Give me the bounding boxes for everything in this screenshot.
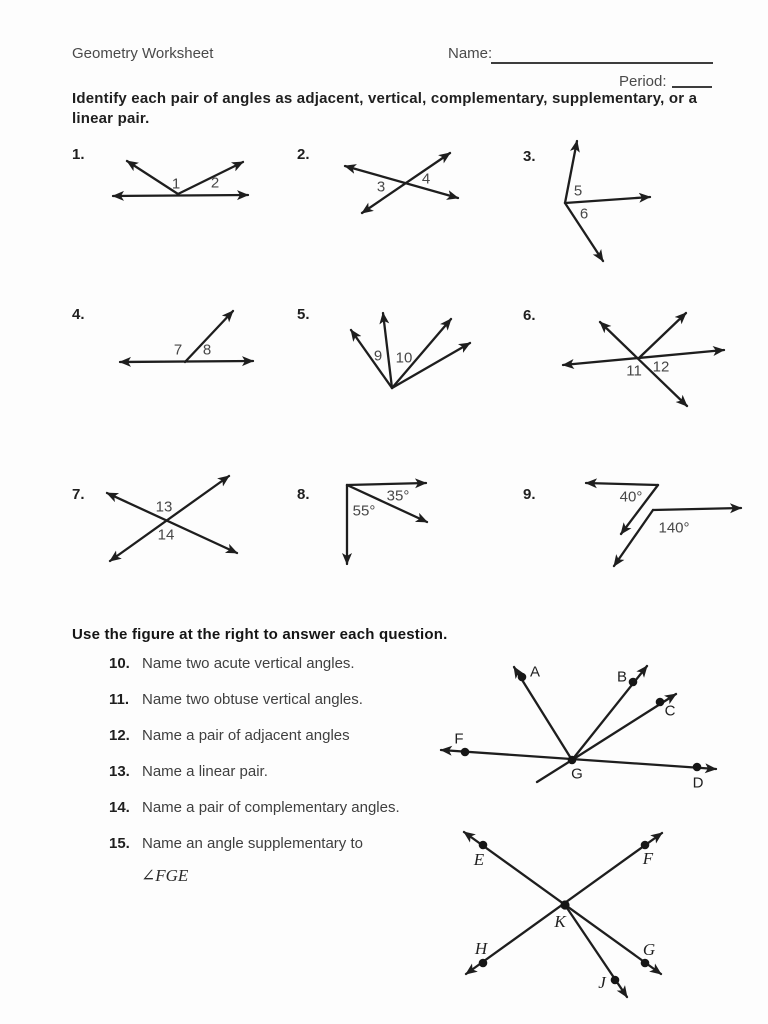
- instructions-line1: Identify each pair of angles as adjacent, vertical, complementary, supplementary, or a: [72, 90, 698, 107]
- angle-label-35deg: 35°: [386, 487, 410, 505]
- name-label: Name:: [448, 45, 493, 62]
- question-13-text: Name a linear pair.: [142, 763, 268, 780]
- figure-3-diagram: [565, 141, 650, 261]
- period-blank-line: [672, 73, 712, 88]
- point-label-c: C: [664, 702, 676, 720]
- problem-4-number: 4.: [72, 306, 85, 323]
- question-12-text: Name a pair of adjacent angles: [142, 727, 350, 744]
- angle-label-4: 4: [421, 170, 431, 188]
- angle-label-55deg: 55°: [352, 502, 376, 520]
- question-12-number: 12.: [109, 727, 130, 744]
- problem-7-number: 7.: [72, 486, 85, 503]
- problem-9-number: 9.: [523, 486, 536, 503]
- period-label: Period:: [619, 73, 667, 90]
- angle-label-5: 5: [573, 182, 583, 200]
- angle-label-40deg: 40°: [619, 488, 643, 506]
- instructions-line2: linear pair.: [72, 110, 150, 127]
- question-10-number: 10.: [109, 655, 130, 672]
- angle-label-12: 12: [652, 358, 670, 376]
- figure-6-diagram: [563, 313, 724, 406]
- point-label-h2: H: [474, 939, 488, 958]
- point-label-k2: K: [554, 912, 566, 931]
- angle-label-8: 8: [202, 341, 212, 359]
- angle-label-14: 14: [157, 526, 175, 544]
- point-label-g: G: [571, 765, 583, 783]
- point-label-j2: J: [598, 973, 606, 992]
- problem-5-number: 5.: [297, 306, 310, 323]
- angle-label-2: 2: [210, 174, 220, 192]
- figure-4-diagram: [120, 311, 253, 362]
- worksheet-title: Geometry Worksheet: [72, 45, 214, 62]
- problem-3-number: 3.: [523, 148, 536, 165]
- point-label-e2: E: [473, 850, 485, 869]
- question-10-text: Name two acute vertical angles.: [142, 655, 355, 672]
- figure-7-diagram: [107, 476, 237, 561]
- question-14-text: Name a pair of complementary angles.: [142, 799, 400, 816]
- angle-label-3: 3: [376, 178, 386, 196]
- point-label-d: D: [692, 774, 704, 792]
- point-label-f: F: [454, 730, 464, 748]
- section2-heading: Use the figure at the right to answer each question.: [72, 626, 448, 643]
- point-label-f2: F: [642, 849, 654, 868]
- angle-label-7: 7: [173, 341, 183, 359]
- angle-label-1: 1: [171, 175, 181, 193]
- angle-label-10: 10: [395, 349, 413, 367]
- figure-1-diagram: [113, 161, 248, 196]
- question-11-number: 11.: [109, 691, 130, 708]
- point-label-b: B: [616, 668, 628, 686]
- point-label-g2: G: [642, 940, 656, 959]
- angle-label-6: 6: [579, 205, 589, 223]
- angle-fge-reference: ∠FGE: [141, 866, 189, 885]
- problem-1-number: 1.: [72, 146, 85, 163]
- angle-label-11: 11: [626, 362, 642, 380]
- problem-8-number: 8.: [297, 486, 310, 503]
- angle-label-9: 9: [373, 347, 383, 365]
- angle-label-13: 13: [155, 498, 173, 516]
- problem-6-number: 6.: [523, 307, 536, 324]
- question-13-number: 13.: [109, 763, 130, 780]
- question-15-text: Name an angle supplementary to: [142, 835, 363, 852]
- angle-label-140deg: 140°: [658, 519, 690, 537]
- question-15-number: 15.: [109, 835, 130, 852]
- question-14-number: 14.: [109, 799, 130, 816]
- name-blank-line: [491, 49, 713, 64]
- question-11-text: Name two obtuse vertical angles.: [142, 691, 363, 708]
- point-label-a: A: [529, 663, 541, 681]
- figure-2-diagram: [345, 153, 458, 213]
- problem-2-number: 2.: [297, 146, 310, 163]
